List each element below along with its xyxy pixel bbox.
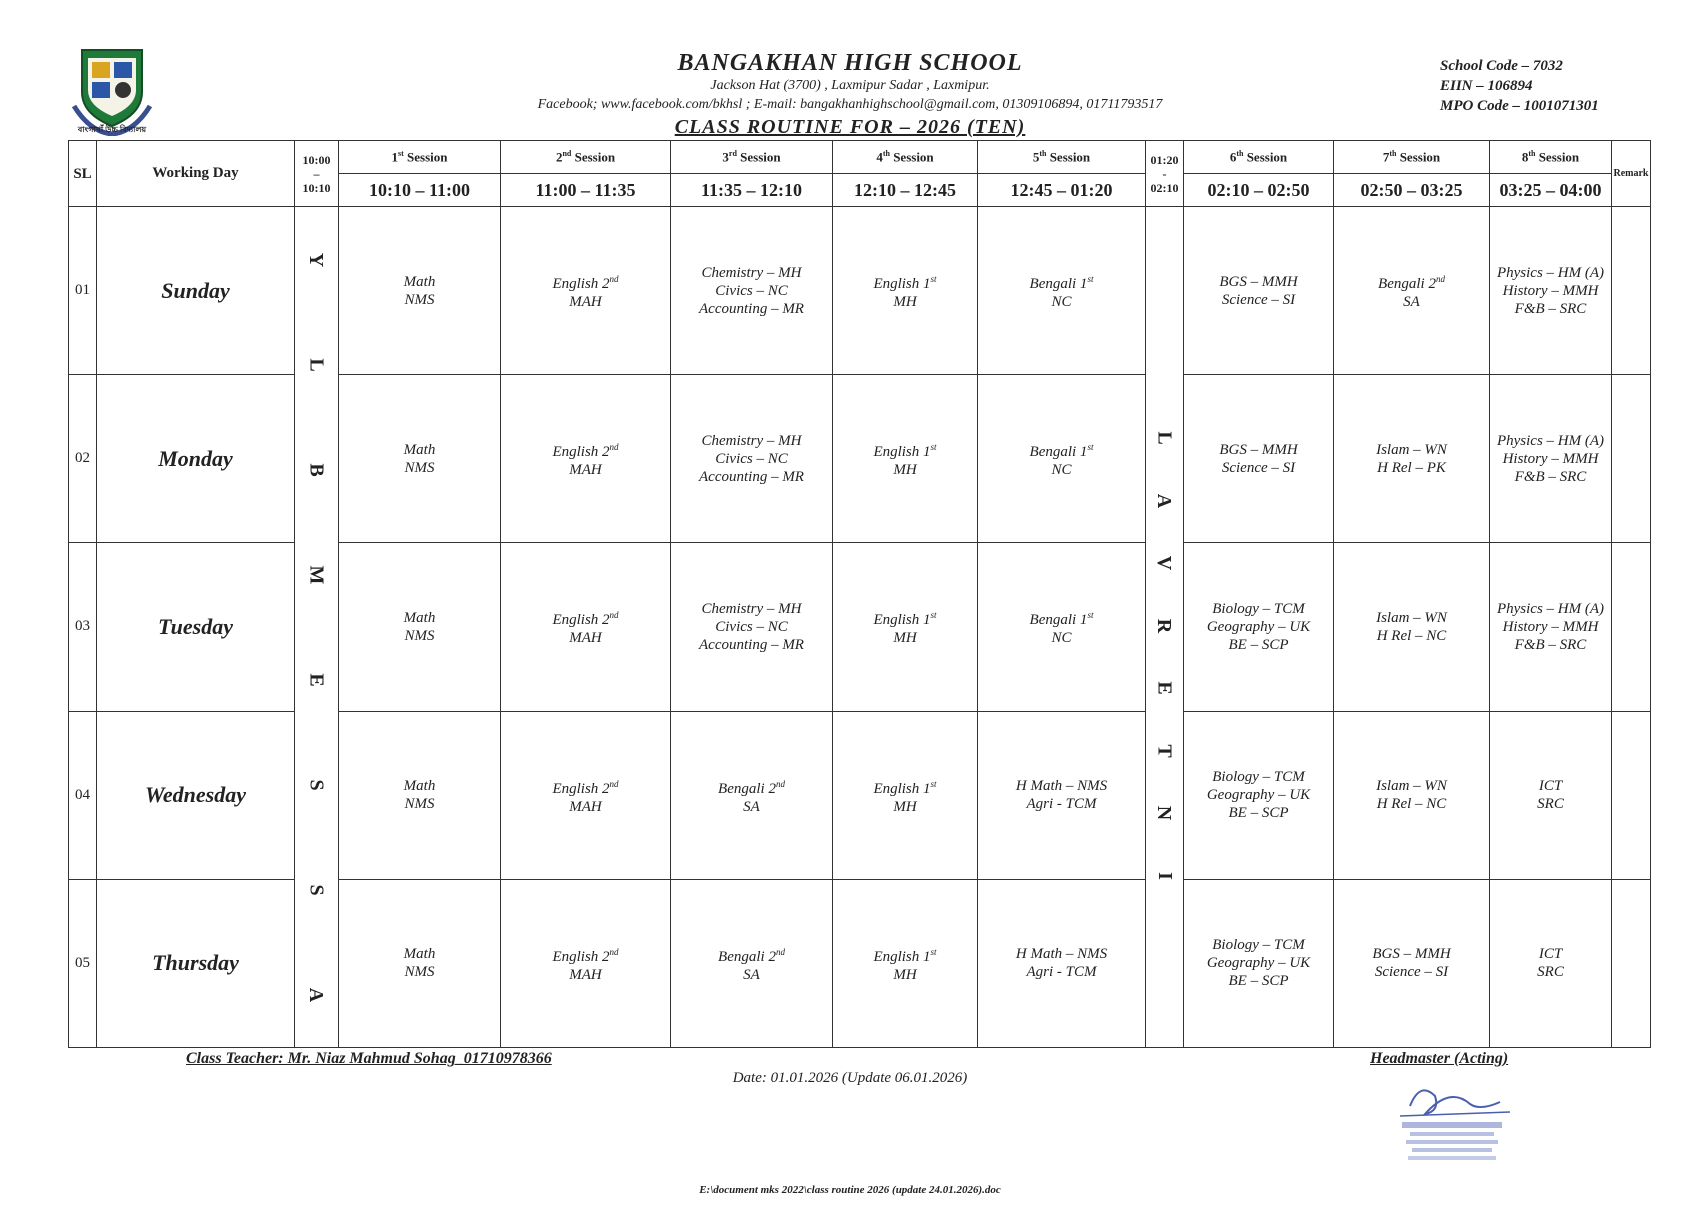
assembly-time-end: 10:10 [302, 180, 331, 195]
session-cell: Physics – HM (A) History – MMH F&B – SRC [1490, 375, 1612, 543]
interval-time-dash: - [1162, 166, 1167, 181]
session-2-time: 11:00 – 11:35 [501, 174, 671, 207]
remark-cell [1612, 207, 1651, 375]
session-cell: Bengali 1st NC [978, 207, 1146, 375]
session-cell: ICT SRC [1490, 879, 1612, 1047]
session-cell: Bengali 2nd SA [671, 711, 833, 879]
session-cell: Biology – TCM Geography – UK BE – SCP [1184, 543, 1334, 711]
school-address: Jackson Hat (3700) , Laxmipur Sadar , Laxmipur. [710, 78, 990, 93]
session-6-header: 6th Session [1184, 141, 1334, 174]
file-path: E:\document mks 2022\class routine 2026 (update 24.01.2026).doc [699, 1184, 1001, 1196]
session-cell: English 2nd MAH [501, 207, 671, 375]
interval-letter: N [1153, 806, 1176, 821]
assembly-letter: S [305, 883, 328, 896]
interval-letter: I [1153, 871, 1176, 880]
class-teacher: Class Teacher: Mr. Niaz Mahmud Sohag_01710978366 [186, 1050, 552, 1067]
assembly-time-dash: – [313, 166, 320, 181]
session-cell: English 2nd MAH [501, 879, 671, 1047]
session-cell: Islam – WN H Rel – NC [1334, 711, 1490, 879]
remark-cell [1612, 711, 1651, 879]
working-day-header: Working Day [97, 141, 295, 207]
interval-letter: T [1153, 744, 1176, 758]
interval-letter: A [1153, 493, 1176, 508]
session-cell: Physics – HM (A) History – MMH F&B – SRC [1490, 207, 1612, 375]
row-sl: 03 [69, 543, 97, 711]
headmaster-signature-stamp [1380, 1076, 1530, 1166]
routine-table [68, 140, 1651, 1048]
session-cell: BGS – MMH Science – SI [1334, 879, 1490, 1047]
row-day: Monday [97, 375, 295, 543]
session-cell: Math NMS [339, 879, 501, 1047]
interval-letter: E [1153, 681, 1176, 695]
row-sl: 05 [69, 879, 97, 1047]
assembly-letter: Y [305, 252, 328, 267]
session-cell: BGS – MMH Science – SI [1184, 375, 1334, 543]
remark-cell [1612, 879, 1651, 1047]
routine-date: Date: 01.01.2026 (Update 06.01.2026) [732, 1070, 968, 1086]
table-row [69, 207, 1651, 375]
session-8-header: 8th Session [1490, 141, 1612, 174]
session-3-time: 11:35 – 12:10 [671, 174, 833, 207]
session-cell: Chemistry – MH Civics – NC Accounting – MR [671, 207, 833, 375]
mpo-code: MPO Code – 1001071301 [1440, 98, 1599, 114]
session-8-time: 03:25 – 04:00 [1490, 174, 1612, 207]
session-4-time: 12:10 – 12:45 [833, 174, 978, 207]
session-cell: Math NMS [339, 375, 501, 543]
session-1-header: 1st Session [339, 141, 501, 174]
session-cell: English 1st MH [833, 375, 978, 543]
session-5-time: 12:45 – 01:20 [978, 174, 1146, 207]
session-cell: Math NMS [339, 711, 501, 879]
assembly-column [295, 207, 339, 1048]
session-cell: Math NMS [339, 543, 501, 711]
remark-header: Remark [1612, 141, 1651, 207]
session-cell: Islam – WN H Rel – NC [1334, 543, 1490, 711]
assembly-letter: M [305, 565, 328, 584]
session-cell: Bengali 2nd SA [1334, 207, 1490, 375]
interval-time-end: 02:10 [1150, 180, 1179, 195]
session-1-time: 10:10 – 11:00 [339, 174, 501, 207]
session-2-header: 2nd Session [501, 141, 671, 174]
session-cell: English 2nd MAH [501, 543, 671, 711]
assembly-letter: E [305, 672, 328, 687]
session-7-header: 7th Session [1334, 141, 1490, 174]
session-4-header: 4th Session [833, 141, 978, 174]
session-cell: English 1st MH [833, 543, 978, 711]
assembly-time-header [295, 141, 339, 207]
interval-time-header [1146, 141, 1184, 207]
session-cell: English 2nd MAH [501, 375, 671, 543]
remark-cell [1612, 375, 1651, 543]
school-code: School Code – 7032 [1440, 58, 1563, 74]
headmaster-title: Headmaster (Acting) [1370, 1050, 1509, 1067]
assembly-letter: B [305, 462, 328, 477]
assembly-time-start: 10:00 [302, 152, 331, 167]
session-cell: Biology – TCM Geography – UK BE – SCP [1184, 711, 1334, 879]
session-cell: English 1st MH [833, 879, 978, 1047]
session-cell: H Math – NMS Agri - TCM [978, 879, 1146, 1047]
session-cell: Islam – WN H Rel – PK [1334, 375, 1490, 543]
interval-time-start: 01:20 [1150, 152, 1179, 167]
school-name: BANGAKHAN HIGH SCHOOL [677, 50, 1023, 76]
session-cell: Bengali 1st NC [978, 375, 1146, 543]
session-cell: Physics – HM (A) History – MMH F&B – SRC [1490, 543, 1612, 711]
session-cell: Bengali 2nd SA [671, 879, 833, 1047]
row-sl: 04 [69, 711, 97, 879]
interval-letter: V [1153, 556, 1176, 571]
session-cell: English 1st MH [833, 711, 978, 879]
row-day: Wednesday [97, 711, 295, 879]
school-logo [70, 46, 154, 136]
assembly-letter: S [305, 778, 328, 791]
sl-header: SL [69, 141, 97, 207]
session-cell: English 2nd MAH [501, 711, 671, 879]
assembly-letter: A [305, 987, 328, 1002]
session-3-header: 3rd Session [671, 141, 833, 174]
row-day: Sunday [97, 207, 295, 375]
interval-letter: R [1153, 618, 1176, 633]
session-5-header: 5th Session [978, 141, 1146, 174]
row-day: Thursday [97, 879, 295, 1047]
session-cell: Chemistry – MH Civics – NC Accounting – MR [671, 375, 833, 543]
routine-title: CLASS ROUTINE FOR – 2026 (TEN) [674, 116, 1026, 138]
session-cell: ICT SRC [1490, 711, 1612, 879]
session-cell: Math NMS [339, 207, 501, 375]
school-contact: Facebook; www.facebook.com/bkhsl ; E-mail: bangakhanhighschool@gmail.com, 01309106894, 01711793517 [537, 97, 1163, 112]
assembly-letter: L [305, 357, 328, 372]
session-cell: Chemistry – MH Civics – NC Accounting – MR [671, 543, 833, 711]
session-cell: BGS – MMH Science – SI [1184, 207, 1334, 375]
row-sl: 01 [69, 207, 97, 375]
logo-caption: বাংগাখাঁ উচ্চ বিদ্যালয় [77, 125, 147, 134]
session-cell: Biology – TCM Geography – UK BE – SCP [1184, 879, 1334, 1047]
remark-cell [1612, 543, 1651, 711]
row-sl: 02 [69, 375, 97, 543]
session-cell: Bengali 1st NC [978, 543, 1146, 711]
interval-letter: L [1153, 431, 1176, 445]
interval-column [1146, 207, 1184, 1048]
session-7-time: 02:50 – 03:25 [1334, 174, 1490, 207]
session-cell: English 1st MH [833, 207, 978, 375]
session-cell: H Math – NMS Agri - TCM [978, 711, 1146, 879]
school-codes [1440, 56, 1599, 116]
eiin-code: EIIN – 106894 [1440, 78, 1533, 94]
session-6-time: 02:10 – 02:50 [1184, 174, 1334, 207]
row-day: Tuesday [97, 543, 295, 711]
